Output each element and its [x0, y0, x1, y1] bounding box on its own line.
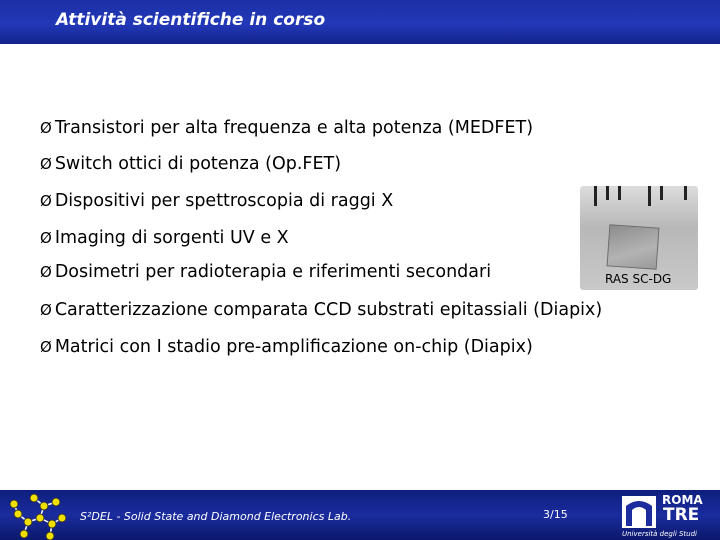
bullet-item: [40, 300, 602, 320]
bullet-item: [40, 118, 533, 138]
bullet-text: Dosimetri per radioterapia e riferimenti secondari: [54, 262, 492, 282]
bullet-text: Transistori per alta frequenza e alta potenza (MEDFET): [54, 118, 534, 138]
bullet-text: Switch ottici di potenza (Op.FET): [54, 154, 342, 174]
bullet-item: [40, 337, 533, 357]
arrow-bullet-icon: Ø: [40, 192, 52, 210]
arrow-bullet-icon: Ø: [40, 229, 52, 247]
slide-header: [0, 0, 720, 44]
arrow-bullet-icon: Ø: [40, 338, 52, 356]
roma-tre-logo-icon: [622, 496, 656, 528]
logo-university: Università degli Studi: [622, 530, 698, 538]
arrow-bullet-icon: Ø: [40, 263, 52, 281]
slide-footer: [0, 490, 720, 540]
bullet-item: [40, 228, 289, 248]
ruler-tick: [594, 186, 597, 206]
ruler-tick: [648, 186, 651, 206]
arrow-bullet-icon: Ø: [40, 119, 52, 137]
ruler-tick: [660, 186, 663, 200]
bullet-text: Caratterizzazione comparata CCD substrati epitassiali (Diapix): [54, 300, 603, 320]
photo-caption: RAS SC-DG: [605, 272, 672, 286]
lab-name: S²DEL - Solid State and Diamond Electronics Lab.: [80, 510, 352, 523]
ruler-tick: [618, 186, 621, 200]
bullet-text: Imaging di sorgenti UV e X: [54, 228, 289, 248]
page-number: 3/15: [543, 508, 568, 521]
arrow-bullet-icon: Ø: [40, 301, 52, 319]
bullet-item: [40, 262, 491, 282]
logo-roma: ROMA: [662, 493, 703, 507]
bullet-text: Dispositivi per spettroscopia di raggi X: [54, 191, 394, 211]
logo-tre: TRE: [663, 505, 700, 525]
bullet-item: [40, 154, 341, 174]
slide-title: Attività scientifiche in corso: [56, 10, 326, 30]
arrow-bullet-icon: Ø: [40, 155, 52, 173]
roma-tre-arch-icon: [622, 496, 656, 528]
bullet-item: [40, 191, 393, 211]
ruler-tick: [684, 186, 687, 200]
diamond-lattice-icon: [6, 490, 72, 540]
diamond-chip: [607, 224, 660, 269]
bullet-text: Matrici con I stadio pre-amplificazione on-chip (Diapix): [54, 337, 533, 357]
ruler-tick: [606, 186, 609, 200]
